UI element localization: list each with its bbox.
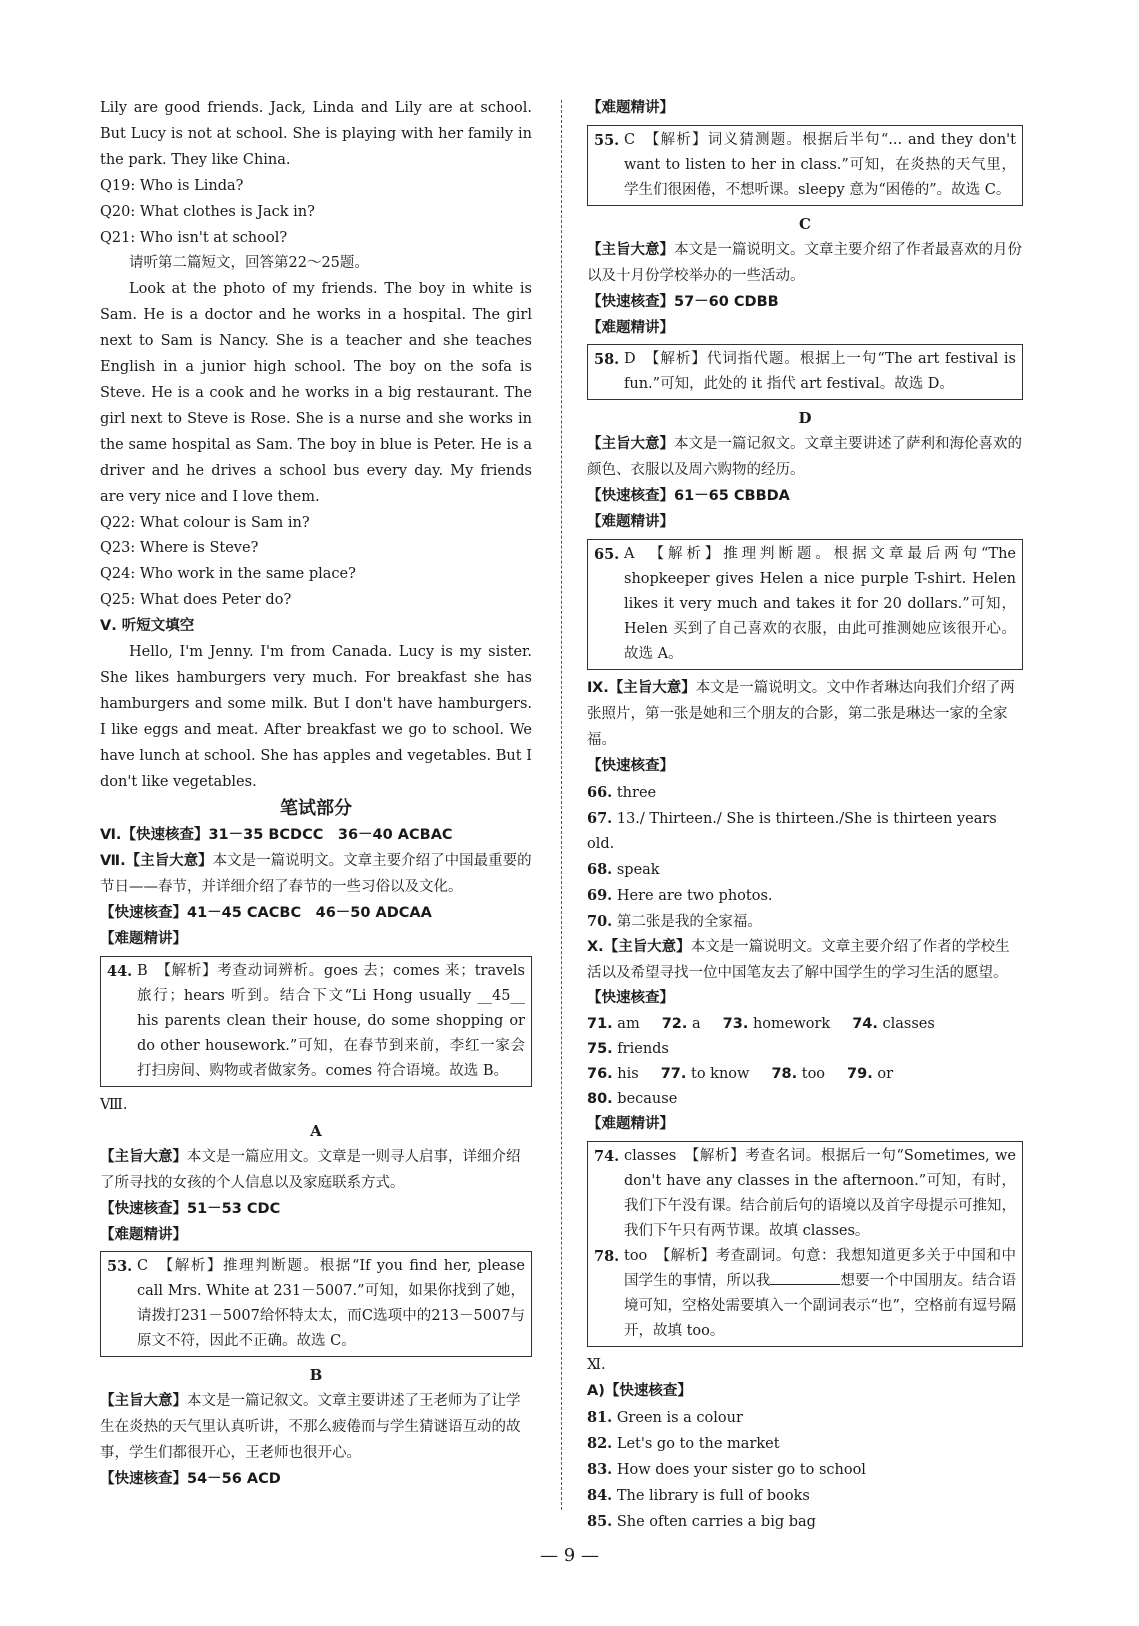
passage-a-main — [100, 1145, 532, 1197]
section-9-label: Ⅸ.【主旨大意】 — [587, 679, 696, 696]
hard-questions-label: 【难题精讲】 — [587, 514, 674, 531]
section-6-label: Ⅵ.【快速核查】 — [100, 827, 209, 844]
answer-66: 66. three — [587, 783, 657, 801]
quick-check-answers: 61－65 CBBDA — [674, 488, 790, 505]
item-number: 55. — [594, 131, 620, 149]
page-number: — 9 — — [540, 1545, 599, 1566]
item-explanation: C 【解析】推理判断题。根据“If you find her, please call Mrs. White at 231－5007.”可知，如果你找到了她，请拨打231－5007给怀特太太，而C选项中的213－5007与原文不符，因此不正确。故选 C。 — [137, 1258, 525, 1350]
item-number: 53. — [107, 1258, 133, 1276]
answer-74: 74. classes — [852, 1016, 935, 1033]
answer-75: 75. friends — [587, 1041, 669, 1058]
passage-d-heading: D — [798, 409, 812, 428]
section-7-text: 本文是一篇说明文。文章主要介绍了中国最重要的节日——春节，并详细介绍了春节的一些习俗以及文化。 — [100, 853, 532, 896]
passage-c-heading: C — [799, 214, 811, 233]
answer-78: 78. too — [771, 1066, 826, 1083]
question-23: Q23: Where is Steve? — [100, 540, 259, 557]
quick-check-label: 【快速核查】 — [587, 488, 674, 505]
quick-check-answers: 51－53 CDC — [187, 1200, 281, 1217]
answer-72: 72. a — [661, 1016, 701, 1033]
item-explanation: B 【解析】考查动词辨析。goes 去；comes 来；travels 旅行；hears 听到。结合下文“Li Hong usually __45__ his parents clean their house, do some shopping or do other housework.”可知，在春节到来前，李红一家会打扫房间、购物或者做家务。comes 符合语境。故选 B。 — [137, 963, 525, 1079]
answers-76-80 — [587, 1062, 1023, 1112]
main-idea-text: 本文是一篇应用文。文章是一则寻人启事，详细介绍了所寻找的女孩的个人信息以及家庭联系方式。 — [100, 1148, 521, 1191]
fill-blank — [770, 1270, 840, 1285]
explanation-box-53 — [100, 1251, 532, 1357]
explanation-box-55 — [587, 125, 1023, 206]
answer-76: 76. his — [587, 1066, 639, 1083]
item-number: 65. — [594, 545, 620, 563]
passage-c-quick — [587, 290, 1023, 316]
quick-check-answers: 54－56 ACD — [187, 1471, 281, 1488]
section-7-quick — [100, 901, 532, 927]
passage-3: Hello, I'm Jenny. I'm from Canada. Lucy is my sister. She likes hamburgers very much. For breakfast she has hamburgers and some milk. But I don't have hamburgers. I like eggs and meat. After breakfast we go to school. We have lunch at school. She has apples and vegetables. But I don't like vegetables. — [100, 644, 532, 790]
main-idea-label: 【主旨大意】 — [100, 1393, 187, 1410]
passage-b-quick — [100, 1467, 532, 1493]
answer-69: 69. Here are two photos. — [587, 886, 773, 904]
answers-71-75 — [587, 1012, 1023, 1062]
question-25: Q25: What does Peter do? — [100, 592, 292, 609]
quick-check-label: 【快速核查】 — [100, 1471, 187, 1488]
explanation-box-74-78 — [587, 1141, 1023, 1347]
question-21: Q21: Who isn't at school? — [100, 229, 288, 246]
passage-a-quick — [100, 1197, 532, 1223]
main-idea-label: 【主旨大意】 — [587, 436, 674, 453]
question-19: Q19: Who is Linda? — [100, 177, 244, 194]
passage-intro: Lily are good friends. Jack, Linda and Lily are at school. But Lucy is not at school. She is playing with her family in the park. They like China. — [100, 100, 532, 168]
column-divider — [561, 100, 562, 1510]
explanation-box-44 — [100, 956, 532, 1087]
answer-81: 81. Green is a colour — [587, 1409, 743, 1427]
section-8-heading: Ⅷ. — [100, 1097, 128, 1113]
answer-73: 73. homework — [722, 1016, 831, 1033]
hard-questions-label: 【难题精讲】 — [587, 1116, 674, 1133]
section-10-label: Ⅹ.【主旨大意】 — [587, 938, 691, 955]
answer-68: 68. speak — [587, 860, 660, 878]
quick-check-label: 【快速核查】 — [587, 293, 674, 310]
section-11-heading: Ⅺ. — [587, 1357, 606, 1374]
hard-questions-label: 【难题精讲】 — [100, 931, 187, 948]
section-10-main — [587, 935, 1023, 987]
quick-check-label: 【快速核查】 — [100, 1200, 187, 1217]
answer-82: 82. Let's go to the market — [587, 1435, 780, 1453]
passage-d-main — [587, 432, 1023, 484]
hard-questions-label: 【难题精讲】 — [100, 1226, 187, 1243]
answer-70: 70. 第二张是我的全家福。 — [587, 912, 762, 930]
answer-79: 79. or — [847, 1066, 894, 1083]
question-22: Q22: What colour is Sam in? — [100, 514, 310, 531]
answer-83: 83. How does your sister go to school — [587, 1461, 866, 1479]
right-column — [587, 96, 1023, 1535]
answer-77: 77. to know — [660, 1066, 750, 1083]
main-idea-text: 本文是一篇记叙文。文章主要讲述了王老师为了让学生在炎热的天气里认真听讲，不那么疲倦而与学生猜谜语互动的故事，学生们都很开心，王老师也很开心。 — [100, 1393, 521, 1462]
main-idea-label: 【主旨大意】 — [587, 241, 674, 258]
main-idea-text: 本文是一篇说明文。文章主要介绍了作者最喜欢的月份以及十月份学校举办的一些活动。 — [587, 241, 1022, 284]
answer-85: 85. She often carries a big bag — [587, 1513, 816, 1531]
hard-questions-label: 【难题精讲】 — [587, 100, 674, 116]
passage-c-main — [587, 238, 1023, 290]
section-10-text: 本文是一篇说明文。文章主要介绍了作者的学校生活以及希望寻找一位中国笔友去了解中国学生的学习生活的愿望。 — [587, 938, 1010, 981]
explanation-box-65 — [587, 539, 1023, 670]
passage-b-main — [100, 1389, 532, 1467]
section-9-text: 本文是一篇说明文。文中作者琳达向我们介绍了两张照片，第一张是她和三个朋友的合影，第二张是琳达一家的全家福。 — [587, 679, 1015, 748]
item-explanation: classes 【解析】考查名词。根据后一句“Sometimes, we don't have any classes in the afternoon.”可知，有时，我们下午没有课。结合前后句的语境以及首字母提示可推知，我们下午只有两节课。故填 classes。 — [624, 1148, 1016, 1240]
passage-b-heading: B — [309, 1366, 323, 1385]
quick-check-answers: 57－60 CDBB — [674, 293, 779, 310]
item-explanation-part-b: 想要一个中国朋友。结合语境可知，空格处需要填入一个副词表示“也”，空格前有逗号隔开，故填 too。 — [624, 1273, 1017, 1340]
section-10-quick-label: 【快速核查】 — [587, 990, 674, 1007]
passage-a-heading: A — [310, 1121, 322, 1140]
item-number: 44. — [107, 963, 133, 980]
section-7-label: Ⅶ.【主旨大意】 — [100, 853, 213, 870]
item-explanation: D 【解析】代词指代题。根据上一句“The art festival is fun.”可知，此处的 it 指代 art festival。故选 D。 — [624, 351, 1016, 393]
item-explanation: A 【解析】推理判断题。根据文章最后两句“The shopkeeper gives Helen a nice purple T-shirt. Helen likes it very much and takes it for 20 dollars.”可知，Helen 买到了自己喜欢的衣服，由此可推测她应该很开心。故选 A。 — [624, 545, 1016, 662]
quick-check-answers: 41－45 CACBC 46－50 ADCAA — [187, 905, 432, 922]
section-9-quick-label: 【快速核查】 — [587, 757, 674, 774]
item-explanation-part-a: too 【解析】考查副词。句意：我想知道更多关于中国和中国学生的事情，所以我 — [624, 1248, 1016, 1290]
main-idea-label: 【主旨大意】 — [100, 1148, 187, 1165]
main-idea-text: 本文是一篇记叙文。文章主要讲述了萨利和海伦喜欢的颜色、衣服以及周六购物的经历。 — [587, 436, 1022, 479]
item-explanation: C 【解析】词义猜测题。根据后半句“... and they don't want to listen to her in class.”可知，在炎热的天气里，学生们很困倦，不想听课。sleepy 意为“困倦的”。故选 C。 — [624, 131, 1016, 198]
answer-67: 67. 13./ Thirteen./ She is thirteen./She is thirteen years old. — [587, 809, 997, 852]
section-9-main — [587, 676, 1023, 754]
section-7-main — [100, 849, 532, 901]
item-number: 58. — [594, 351, 620, 369]
left-column — [100, 96, 532, 1493]
section-5-heading: Ⅴ. 听短文填空 — [100, 618, 195, 635]
section-6 — [100, 823, 532, 849]
section-11-quick-label: A)【快速核查】 — [587, 1383, 692, 1400]
answer-84: 84. The library is full of books — [587, 1487, 810, 1505]
section-6-answers: 31－35 BCDCC 36－40 ACBAC — [208, 827, 453, 844]
passage-d-quick — [587, 484, 1023, 510]
item-number: 74. — [594, 1148, 620, 1166]
passage-2: Look at the photo of my friends. The boy in white is Sam. He is a doctor and he works in a hospital. The girl next to Sam is Nancy. She is a teacher and she teaches English in a junior high school. The boy on the sofa is Steve. He is a cook and he works in a big restaurant. The girl next to Steve is Rose. She is a nurse and she works in the same hospital as Sam. The boy in blue is Peter. He is a driver and he drives a school bus every day. My friends are very nice and I love them. — [100, 281, 532, 505]
answer-71: 71. am — [587, 1016, 640, 1033]
instruction-passage-2: 请听第二篇短文，回答第22～25题。 — [129, 255, 369, 272]
hard-questions-label: 【难题精讲】 — [587, 319, 674, 336]
quick-check-label: 【快速核查】 — [100, 905, 187, 922]
explanation-box-58 — [587, 344, 1023, 400]
question-24: Q24: Who work in the same place? — [100, 566, 356, 583]
question-20: Q20: What clothes is Jack in? — [100, 203, 315, 220]
item-number: 78. — [594, 1248, 620, 1266]
written-part-heading: 笔试部分 — [280, 798, 352, 820]
answer-80: 80. because — [587, 1091, 678, 1108]
